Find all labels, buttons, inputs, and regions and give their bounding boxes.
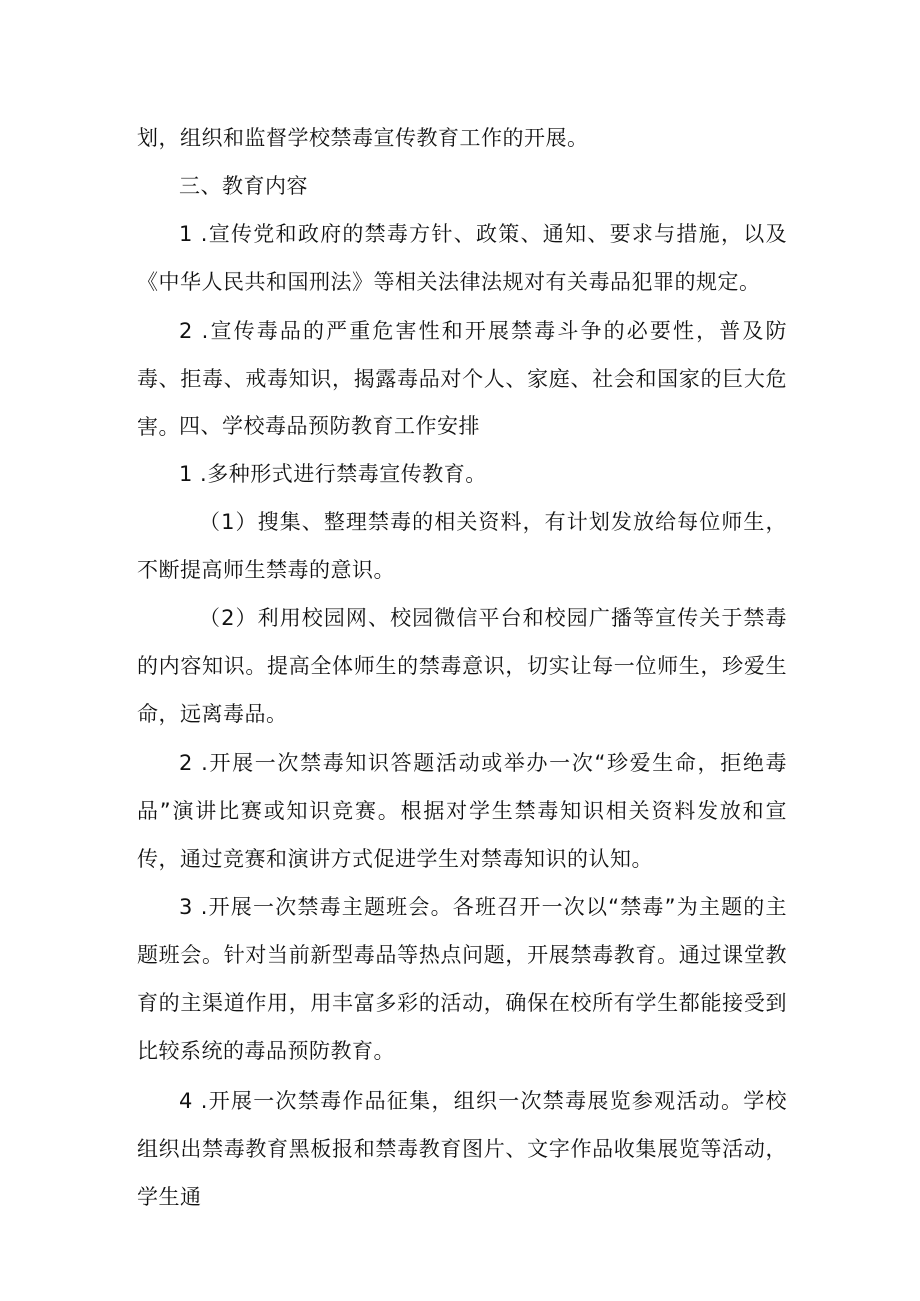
paragraph-continuation: 划，组织和监督学校禁毒宣传教育工作的开展。 [137,126,589,150]
arrangement-subitem-1: （1）搜集、整理禁毒的相关资料，有计划发放给每位师生，不断提高师生禁毒的意识。 [137,510,787,582]
section-heading-arrangements: 四、学校毒品预防教育工作安排 [179,414,480,438]
content-item-1: 1 .宣传党和政府的禁毒方针、政策、通知、要求与措施，以及《中华人民共和国刑法》等相关法律法规对有关毒品犯罪的规定。 [137,222,787,294]
arrangement-subitem-2: （2）利用校园网、校园微信平台和校园广播等宣传关于禁毒的内容知识。提高全体师生的禁毒意识，切实让每一位师生，珍爱生命，远离毒品。 [137,606,787,726]
arrangement-item-4: 4 .开展一次禁毒作品征集，组织一次禁毒展览参观活动。学校组织出禁毒教育黑板报和禁毒教育图片、文字作品收集展览等活动，学生通 [137,1089,787,1209]
arrangement-item-3: 3 .开展一次禁毒主题班会。各班召开一次以“禁毒”为主题的主题班会。针对当前新型毒品等热点问题，开展禁毒教育。通过课堂教育的主渠道作用，用丰富多彩的活动，确保在校所有学生都能接受到比较系统的毒品预防教育。 [137,895,787,1063]
arrangement-item-2: 2 .开展一次禁毒知识答题活动或举办一次“珍爱生命，拒绝毒品”演讲比赛或知识竞赛。根据对学生禁毒知识相关资料发放和宣传，通过竞赛和演讲方式促进学生对禁毒知识的认知。 [137,751,787,871]
section-heading-education-content: 三、教育内容 [179,174,308,198]
content-item-2: 2 .宣传毒品的严重危害性和开展禁毒斗争的必要性，普及防毒、拒毒、戒毒知识，揭露毒品对个人、家庭、社会和国家的巨大危害。 [137,319,787,439]
arrangement-item-1: 1 .多种形式进行禁毒宣传教育。 [179,462,487,486]
